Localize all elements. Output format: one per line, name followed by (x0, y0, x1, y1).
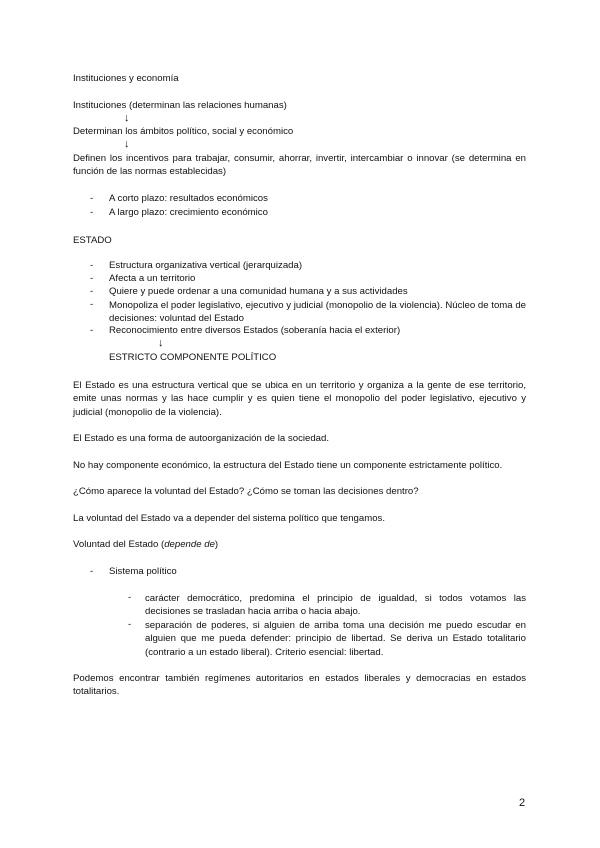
page-title: Instituciones y economía (73, 73, 179, 84)
componente-label: ESTRICTO COMPONENTE POLÍTICO (109, 352, 277, 363)
bullet-dash: - (128, 619, 132, 630)
list-item: A corto plazo: resultados económicos (109, 193, 268, 204)
voluntad-prefix: Voluntad del Estado ( (73, 539, 165, 550)
bullet-dash: - (90, 325, 94, 336)
down-arrow-icon: ↓ (158, 337, 164, 349)
voluntad-suffix: ) (214, 539, 219, 550)
paragraph: El Estado es una forma de autoorganización de la sociedad. (73, 433, 330, 444)
voluntad-line (73, 539, 218, 551)
down-arrow-icon: ↓ (124, 112, 130, 124)
bullet-dash: - (90, 566, 94, 577)
list-item: carácter democrático, predomina el principio de igualdad, si todos votamos las decisiones se trasladan hacia arriba o hacia abajo. (145, 593, 526, 618)
paragraph: ¿Cómo aparece la voluntad del Estado? ¿Cómo se toman las decisiones dentro? (73, 486, 419, 497)
voluntad-italic: depende de (164, 539, 215, 550)
down-arrow-icon: ↓ (124, 138, 130, 150)
chain-line-3: Definen los incentivos para trabajar, consumir, ahorrar, invertir, intercambiar o innovar (se determina en función de las normas establecidas) (73, 153, 526, 178)
list-item: A largo plazo: crecimiento económico (109, 207, 268, 218)
bullet-dash: - (90, 193, 94, 204)
paragraph: La voluntad del Estado va a depender del sistema político que tengamos. (73, 513, 386, 524)
paragraph: Podemos encontrar también regímenes autoritarios en estados liberales y democracias en estados totalitarios. (73, 673, 526, 698)
bullet-dash: - (128, 592, 132, 603)
list-item: Estructura organizativa vertical (jerarquizada) (109, 260, 303, 271)
list-item: Sistema político (109, 566, 177, 577)
bullet-dash: - (90, 260, 94, 271)
list-item: Afecta a un territorio (109, 273, 196, 284)
bullet-dash: - (90, 286, 94, 297)
list-item: separación de poderes, si alguien de arriba toma una decisión me puedo escudar en alguien que me pueda defender: principio de libertad. Se deriva un Estado totalitario (contrario a un estado liberal). Criterio esencial: libertad. (145, 620, 526, 658)
paragraph: No hay componente económico, la estructura del Estado tiene un componente estrictamente político. (73, 460, 503, 471)
list-item: Monopoliza el poder legislativo, ejecutivo y judicial (monopolio de la violencia). Núcleo de toma de decisiones: voluntad del Estado (109, 300, 526, 324)
paragraph: El Estado es una estructura vertical que se ubica en un territorio y organiza a la gente de ese territorio, emite unas normas y las hace cumplir y es quien tiene el monopolio del poder legislativo, ejecutivo y judicial (monopolio de la violencia). (73, 380, 526, 418)
bullet-dash: - (90, 207, 94, 218)
page-number: 2 (519, 797, 526, 809)
chain-line-2: Determinan los ámbitos político, social y económico (73, 126, 294, 137)
chain-line-1: Instituciones (determinan las relaciones humanas) (73, 100, 287, 111)
bullet-dash: - (90, 299, 94, 310)
list-item: Quiere y puede ordenar a una comunidad humana y a sus actividades (109, 286, 408, 297)
list-item: Reconocimiento entre diversos Estados (soberanía hacia el exterior) (109, 325, 401, 336)
section-heading-estado: ESTADO (73, 235, 112, 246)
bullet-dash: - (90, 273, 94, 284)
